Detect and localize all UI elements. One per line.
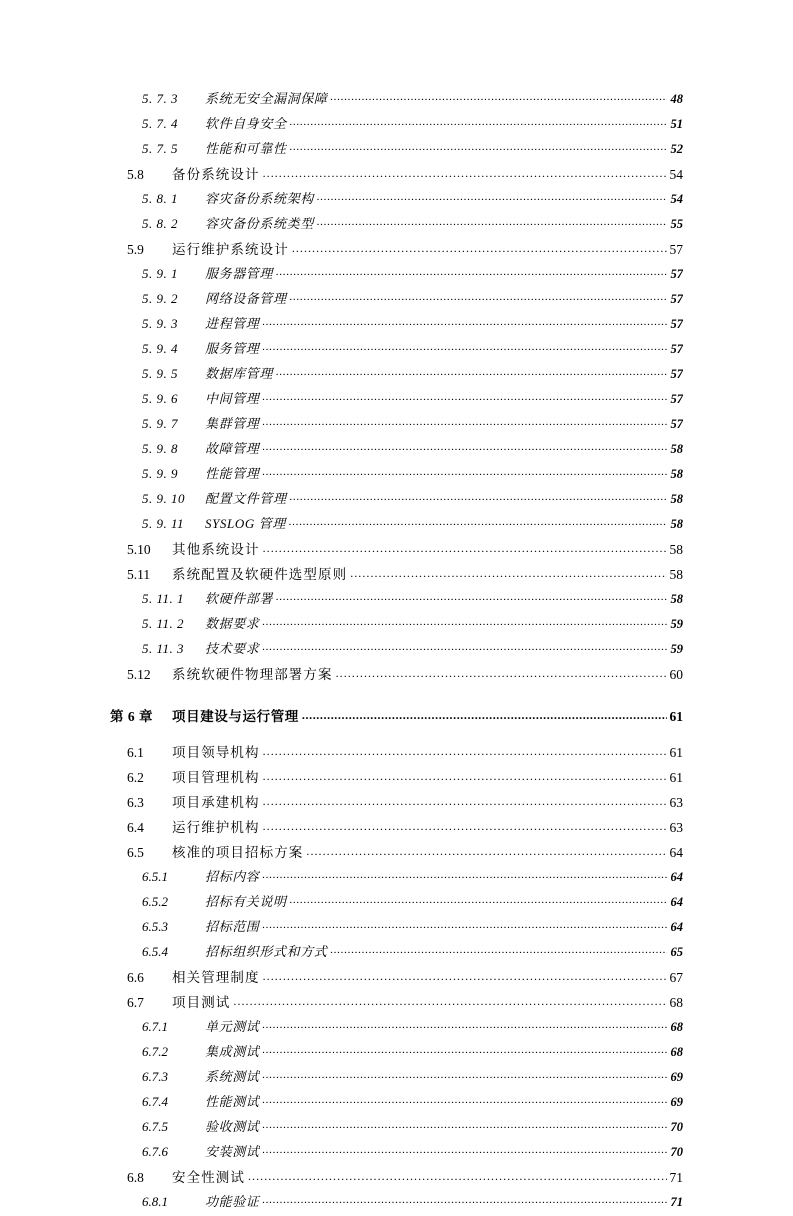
toc-entry-title: 软件自身安全 xyxy=(205,116,287,131)
toc-dot-leader xyxy=(263,166,667,180)
toc-entry-title: 进程管理 xyxy=(205,316,260,331)
toc-entry-title: 安全性测试 xyxy=(172,1170,245,1185)
toc-entry-title: 项目测试 xyxy=(172,995,231,1010)
toc-entry[interactable] xyxy=(110,916,683,941)
toc-dot-leader xyxy=(330,90,667,103)
toc-dot-leader xyxy=(262,640,667,653)
toc-dot-leader xyxy=(292,241,667,255)
toc-entry-title: 技术要求 xyxy=(205,641,260,656)
toc-entry-title: 项目管理机构 xyxy=(172,770,260,785)
toc-dot-leader xyxy=(263,794,667,808)
toc-dot-leader xyxy=(306,844,667,858)
toc-entry-title: 招标有关说明 xyxy=(205,894,287,909)
toc-entry-number: 5. 11. 2 xyxy=(142,616,185,631)
toc-entry[interactable] xyxy=(110,238,683,263)
toc-entry[interactable] xyxy=(110,363,683,388)
toc-entry-number: 5.10 xyxy=(127,542,151,557)
toc-entry[interactable] xyxy=(110,163,683,188)
toc-entry-title: 验收测试 xyxy=(205,1119,260,1134)
toc-dot-leader xyxy=(330,943,667,956)
toc-entry[interactable] xyxy=(110,488,683,513)
toc-entry[interactable] xyxy=(110,791,683,816)
toc-entry-number: 5. 7. 5 xyxy=(142,141,178,156)
toc-dot-leader xyxy=(263,819,667,833)
toc-entry-number: 5. 8. 2 xyxy=(142,216,178,231)
toc-dot-leader xyxy=(262,615,667,628)
toc-entry-title: 项目领导机构 xyxy=(172,745,260,760)
toc-entry[interactable] xyxy=(110,941,683,966)
toc-entry-number: 5. 9. 1 xyxy=(142,266,178,281)
toc-dot-leader xyxy=(262,1043,667,1056)
toc-dot-leader xyxy=(290,115,667,128)
toc-entry-number: 5. 8. 1 xyxy=(142,191,178,206)
toc-entry[interactable] xyxy=(110,766,683,791)
toc-entry-title: 其他系统设计 xyxy=(172,542,260,557)
toc-entry[interactable] xyxy=(110,613,683,638)
toc-entry-number: 6.4 xyxy=(127,820,144,835)
table-of-contents xyxy=(110,88,683,1216)
toc-entry-number: 6.6 xyxy=(127,970,144,985)
toc-entry-title: 招标内容 xyxy=(205,869,260,884)
toc-entry-title: 数据库管理 xyxy=(205,366,274,381)
toc-dot-leader xyxy=(262,1018,667,1031)
toc-dot-leader xyxy=(336,666,667,680)
toc-entry[interactable] xyxy=(110,1141,683,1166)
toc-entry-page-number: 58 xyxy=(670,592,683,606)
toc-entry-number: 第 6 章 xyxy=(110,709,153,724)
toc-entry-number: 6.7.4 xyxy=(142,1094,168,1109)
toc-entry-page-number: 57 xyxy=(670,267,683,281)
toc-entry-page-number: 57 xyxy=(670,417,683,431)
toc-entry-page-number: 70 xyxy=(670,1145,683,1159)
toc-entry-title: 性能管理 xyxy=(205,466,260,481)
toc-entry-title: 服务管理 xyxy=(205,341,260,356)
toc-entry[interactable] xyxy=(110,338,683,363)
toc-entry-title: 容灾备份系统类型 xyxy=(205,216,314,231)
toc-entry[interactable] xyxy=(110,741,683,766)
toc-entry-number: 5. 9. 3 xyxy=(142,316,178,331)
toc-entry[interactable] xyxy=(110,213,683,238)
toc-entry-number: 5. 11. 3 xyxy=(142,641,185,656)
toc-entry[interactable] xyxy=(110,1166,683,1191)
toc-entry-title: 招标范围 xyxy=(205,919,260,934)
toc-entry-number: 5. 11. 1 xyxy=(142,591,185,606)
toc-dot-leader xyxy=(276,590,667,603)
toc-entry-page-number: 69 xyxy=(670,1095,683,1109)
toc-entry-page-number: 59 xyxy=(670,642,683,656)
toc-entry-number: 6.5.3 xyxy=(142,919,168,934)
toc-entry-page-number: 58 xyxy=(669,542,683,557)
toc-entry[interactable] xyxy=(110,388,683,413)
toc-entry[interactable] xyxy=(110,663,683,688)
toc-entry-page-number: 68 xyxy=(669,995,683,1010)
toc-entry-number: 5. 9. 11 xyxy=(142,516,185,531)
toc-dot-leader xyxy=(262,340,667,353)
toc-dot-leader xyxy=(263,744,667,758)
toc-entry[interactable] xyxy=(110,966,683,991)
toc-entry-title: 系统无安全漏洞保障 xyxy=(205,91,328,106)
toc-entry[interactable] xyxy=(110,313,683,338)
toc-entry[interactable] xyxy=(110,188,683,213)
toc-entry[interactable] xyxy=(110,1191,683,1216)
toc-dot-leader xyxy=(262,1093,667,1106)
toc-entry-number: 5.12 xyxy=(127,667,151,682)
toc-entry-title: 中间管理 xyxy=(205,391,260,406)
toc-entry-number: 5.11 xyxy=(127,567,151,582)
toc-dot-leader xyxy=(262,315,667,328)
toc-entry[interactable] xyxy=(110,538,683,563)
toc-entry[interactable] xyxy=(110,891,683,916)
toc-entry-title: 备份系统设计 xyxy=(172,167,260,182)
toc-entry-number: 5. 9. 10 xyxy=(142,491,185,506)
toc-entry-page-number: 68 xyxy=(670,1045,683,1059)
toc-dot-leader xyxy=(262,465,667,478)
toc-entry-page-number: 71 xyxy=(669,1170,683,1185)
toc-entry[interactable] xyxy=(110,866,683,891)
toc-entry-number: 6.3 xyxy=(127,795,144,810)
toc-entry-number: 5. 9. 8 xyxy=(142,441,178,456)
toc-entry-page-number: 54 xyxy=(669,167,683,182)
toc-entry[interactable] xyxy=(110,463,683,488)
toc-entry-number: 5. 9. 5 xyxy=(142,366,178,381)
toc-dot-leader xyxy=(262,918,667,931)
toc-dot-leader xyxy=(317,215,667,228)
toc-entry-title: 招标组织形式和方式 xyxy=(205,944,328,959)
toc-dot-leader xyxy=(290,140,667,153)
toc-entry-page-number: 61 xyxy=(669,745,683,760)
toc-entry-page-number: 64 xyxy=(670,870,683,884)
toc-dot-leader xyxy=(289,515,667,528)
toc-entry-title: 配置文件管理 xyxy=(205,491,287,506)
toc-entry-title: 集群管理 xyxy=(205,416,260,431)
toc-entry-page-number: 61 xyxy=(669,770,683,785)
toc-entry-number: 6.7.1 xyxy=(142,1019,168,1034)
toc-dot-leader xyxy=(248,1169,667,1183)
toc-dot-leader xyxy=(317,190,667,203)
toc-entry[interactable] xyxy=(110,1016,683,1041)
toc-entry-title: 项目承建机构 xyxy=(172,795,260,810)
toc-entry-number: 5. 9. 7 xyxy=(142,416,178,431)
toc-dot-leader xyxy=(262,415,667,428)
toc-dot-leader xyxy=(262,390,667,403)
toc-entry[interactable] xyxy=(110,841,683,866)
toc-entry[interactable] xyxy=(110,113,683,138)
toc-entry-page-number: 48 xyxy=(670,92,683,106)
toc-entry-title: SYSLOG 管理 xyxy=(205,516,286,531)
toc-entry-number: 5. 7. 4 xyxy=(142,116,178,131)
toc-entry-page-number: 69 xyxy=(670,1070,683,1084)
toc-entry[interactable] xyxy=(110,816,683,841)
toc-entry-page-number: 64 xyxy=(670,920,683,934)
toc-entry[interactable] xyxy=(110,1041,683,1066)
toc-entry-page-number: 58 xyxy=(669,567,683,582)
toc-dot-leader xyxy=(262,1068,667,1081)
toc-entry-number: 5. 9. 2 xyxy=(142,291,178,306)
toc-entry-number: 5.8 xyxy=(127,167,144,182)
toc-entry[interactable] xyxy=(110,563,683,588)
toc-entry-page-number: 59 xyxy=(670,617,683,631)
toc-entry-number: 6.7.6 xyxy=(142,1144,168,1159)
toc-entry-title: 系统配置及软硬件选型原则 xyxy=(172,567,348,582)
toc-entry-page-number: 57 xyxy=(670,342,683,356)
toc-dot-leader xyxy=(262,1118,667,1131)
toc-entry-page-number: 58 xyxy=(670,442,683,456)
toc-entry-title: 故障管理 xyxy=(205,441,260,456)
toc-entry-page-number: 63 xyxy=(669,820,683,835)
toc-entry[interactable] xyxy=(110,991,683,1016)
toc-entry-page-number: 57 xyxy=(670,367,683,381)
toc-dot-leader xyxy=(276,365,667,378)
toc-entry-number: 5. 9. 6 xyxy=(142,391,178,406)
toc-dot-leader xyxy=(263,969,667,983)
toc-entry-number: 6.7.2 xyxy=(142,1044,168,1059)
toc-entry[interactable] xyxy=(110,638,683,663)
toc-dot-leader xyxy=(290,490,667,503)
toc-entry[interactable] xyxy=(110,263,683,288)
toc-entry-page-number: 63 xyxy=(669,795,683,810)
toc-entry-page-number: 58 xyxy=(670,492,683,506)
toc-dot-leader xyxy=(262,1193,667,1206)
toc-entry-number: 5. 9. 9 xyxy=(142,466,178,481)
toc-entry-page-number: 58 xyxy=(670,467,683,481)
toc-entry-title: 安装测试 xyxy=(205,1144,260,1159)
toc-entry-number: 6.1 xyxy=(127,745,144,760)
toc-entry-page-number: 70 xyxy=(670,1120,683,1134)
toc-entry-page-number: 57 xyxy=(670,392,683,406)
toc-entry-page-number: 61 xyxy=(669,709,683,724)
toc-entry-page-number: 54 xyxy=(670,192,683,206)
toc-entry[interactable] xyxy=(110,513,683,538)
toc-entry-number: 6.5.4 xyxy=(142,944,168,959)
toc-entry-page-number: 65 xyxy=(670,945,683,959)
toc-entry-number: 5. 9. 4 xyxy=(142,341,178,356)
toc-entry-title: 容灾备份系统架构 xyxy=(205,191,314,206)
toc-entry[interactable] xyxy=(110,413,683,438)
toc-entry[interactable] xyxy=(110,438,683,463)
toc-entry-number: 6.7.3 xyxy=(142,1069,168,1084)
toc-entry-page-number: 64 xyxy=(670,895,683,909)
toc-entry-page-number: 52 xyxy=(670,142,683,156)
toc-entry-number: 6.5.1 xyxy=(142,869,168,884)
toc-entry[interactable] xyxy=(110,705,683,730)
toc-entry-page-number: 71 xyxy=(670,1195,683,1209)
toc-entry-number: 6.7 xyxy=(127,995,144,1010)
toc-entry-number: 5. 7. 3 xyxy=(142,91,178,106)
toc-entry-title: 性能测试 xyxy=(205,1094,260,1109)
toc-entry-page-number: 60 xyxy=(669,667,683,682)
toc-entry[interactable] xyxy=(110,138,683,163)
toc-entry-page-number: 64 xyxy=(669,845,683,860)
toc-entry-number: 6.5 xyxy=(127,845,144,860)
toc-dot-leader xyxy=(233,994,667,1008)
toc-entry[interactable] xyxy=(110,1066,683,1091)
toc-entry[interactable] xyxy=(110,1116,683,1141)
toc-dot-leader xyxy=(290,290,667,303)
toc-entry[interactable] xyxy=(110,88,683,113)
toc-entry-number: 6.7.5 xyxy=(142,1119,168,1134)
toc-entry-page-number: 55 xyxy=(670,217,683,231)
toc-entry-page-number: 57 xyxy=(669,242,683,257)
toc-entry[interactable] xyxy=(110,1091,683,1116)
toc-entry-page-number: 51 xyxy=(670,117,683,131)
toc-entry[interactable] xyxy=(110,288,683,313)
toc-entry-title: 系统测试 xyxy=(205,1069,260,1084)
toc-entry-title: 核准的项目招标方案 xyxy=(172,845,304,860)
toc-entry-page-number: 68 xyxy=(670,1020,683,1034)
toc-dot-leader xyxy=(302,708,667,722)
toc-entry-page-number: 57 xyxy=(670,292,683,306)
toc-entry-number: 6.2 xyxy=(127,770,144,785)
toc-dot-leader xyxy=(350,566,667,580)
toc-dot-leader xyxy=(263,769,667,783)
toc-entry-title: 网络设备管理 xyxy=(205,291,287,306)
toc-entry-title: 功能验证 xyxy=(205,1194,260,1209)
toc-dot-leader xyxy=(262,868,667,881)
toc-entry-title: 项目建设与运行管理 xyxy=(172,709,299,724)
toc-entry-page-number: 67 xyxy=(669,970,683,985)
toc-entry-title: 单元测试 xyxy=(205,1019,260,1034)
toc-dot-leader xyxy=(263,541,667,555)
toc-dot-leader xyxy=(262,440,667,453)
toc-entry-number: 6.8.1 xyxy=(142,1194,168,1209)
toc-entry-number: 6.8 xyxy=(127,1170,144,1185)
toc-entry-number: 5.9 xyxy=(127,242,144,257)
toc-entry-title: 集成测试 xyxy=(205,1044,260,1059)
toc-entry-title: 系统软硬件物理部署方案 xyxy=(172,667,333,682)
toc-entry-title: 相关管理制度 xyxy=(172,970,260,985)
toc-dot-leader xyxy=(290,893,667,906)
toc-entry-title: 运行维护机构 xyxy=(172,820,260,835)
toc-entry-title: 运行维护系统设计 xyxy=(172,242,289,257)
toc-dot-leader xyxy=(262,1143,667,1156)
toc-entry-title: 服务器管理 xyxy=(205,266,274,281)
toc-entry-page-number: 57 xyxy=(670,317,683,331)
toc-entry-title: 数据要求 xyxy=(205,616,260,631)
toc-entry-title: 软硬件部署 xyxy=(205,591,274,606)
toc-entry-page-number: 58 xyxy=(670,517,683,531)
toc-entry-number: 6.5.2 xyxy=(142,894,168,909)
toc-entry-title: 性能和可靠性 xyxy=(205,141,287,156)
toc-dot-leader xyxy=(276,265,667,278)
toc-entry[interactable] xyxy=(110,588,683,613)
